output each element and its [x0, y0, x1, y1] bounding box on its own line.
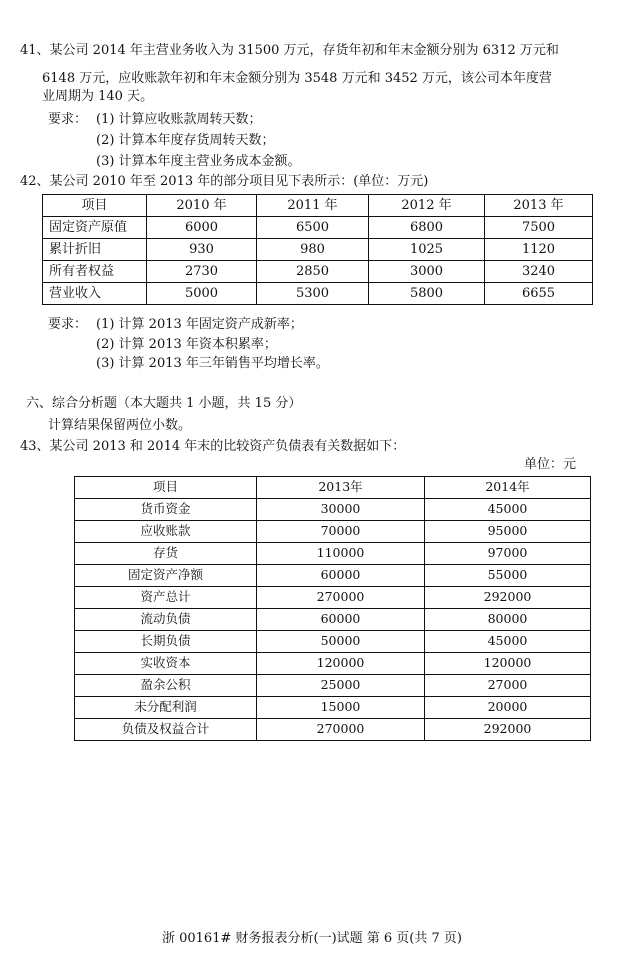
- table-header-cell: 项目: [75, 477, 257, 499]
- table-header-row: [75, 477, 591, 499]
- table-cell: 累计折旧: [43, 239, 147, 261]
- table-cell: 25000: [257, 675, 425, 697]
- table-header-cell: 2011 年: [257, 195, 369, 217]
- table-row: [75, 499, 591, 521]
- table-cell: 270000: [257, 587, 425, 609]
- table-cell: 70000: [257, 521, 425, 543]
- table-cell: 5300: [257, 283, 369, 305]
- q43-balance-sheet-table: [74, 476, 591, 741]
- q43-intro: 43、某公司 2013 和 2014 年末的比较资产负债表有关数据如下：: [20, 439, 406, 454]
- table-row: [75, 675, 591, 697]
- page-footer: 浙 00161# 财务报表分析(一)试题 第 6 页(共 7 页): [161, 931, 462, 946]
- table-cell: 45000: [425, 499, 591, 521]
- table-cell: 97000: [425, 543, 591, 565]
- table-cell: 7500: [485, 217, 593, 239]
- table-row: [75, 587, 591, 609]
- table-row: [43, 239, 593, 261]
- table-row: [43, 261, 593, 283]
- table-cell: 1025: [369, 239, 485, 261]
- table-cell: 存货: [75, 543, 257, 565]
- table-cell: 2850: [257, 261, 369, 283]
- table-cell: 固定资产原值: [43, 217, 147, 239]
- table-cell: 27000: [425, 675, 591, 697]
- table-cell: 1120: [485, 239, 593, 261]
- table-cell: 6655: [485, 283, 593, 305]
- table-header-cell: 2014年: [425, 477, 591, 499]
- table-cell: 270000: [257, 719, 425, 741]
- table-cell: 50000: [257, 631, 425, 653]
- table-row: [75, 543, 591, 565]
- table-cell: 980: [257, 239, 369, 261]
- table-cell: 负债及权益合计: [75, 719, 257, 741]
- table-cell: 930: [147, 239, 257, 261]
- table-header-cell: 2010 年: [147, 195, 257, 217]
- table-cell: 5800: [369, 283, 485, 305]
- table-cell: 长期负债: [75, 631, 257, 653]
- table-row: [75, 631, 591, 653]
- q42-requirement-2: (2) 计算 2013 年资本积累率；: [96, 337, 277, 352]
- q42-intro: 42、某公司 2010 年至 2013 年的部分项目见下表所示：(单位：万元): [20, 174, 429, 189]
- table-cell: 应收账款: [75, 521, 257, 543]
- table-cell: 5000: [147, 283, 257, 305]
- table-row: [75, 653, 591, 675]
- table-header-cell: 项目: [43, 195, 147, 217]
- table-row: [75, 565, 591, 587]
- table-cell: 60000: [257, 609, 425, 631]
- table-cell: 3240: [485, 261, 593, 283]
- table-header-cell: 2013年: [257, 477, 425, 499]
- table-cell: 6500: [257, 217, 369, 239]
- section-6-note: 计算结果保留两位小数。: [48, 418, 192, 433]
- table-cell: 55000: [425, 565, 591, 587]
- table-cell: 3000: [369, 261, 485, 283]
- table-cell: 60000: [257, 565, 425, 587]
- table-cell: 资产总计: [75, 587, 257, 609]
- q41-line-3: 业周期为 140 天。: [42, 89, 154, 104]
- q43-unit-label: 单位：元: [524, 457, 577, 472]
- table-cell: 120000: [425, 653, 591, 675]
- q41-requirement-1: (1) 计算应收账款周转天数；: [96, 112, 262, 127]
- table-cell: 2730: [147, 261, 257, 283]
- q41-requirement-2: (2) 计算本年度存货周转天数；: [96, 133, 275, 148]
- table-cell: 营业收入: [43, 283, 147, 305]
- table-cell: 45000: [425, 631, 591, 653]
- table-row: [75, 521, 591, 543]
- q42-requirement-label: 要求：: [48, 317, 88, 332]
- table-cell: 292000: [425, 587, 591, 609]
- q41-requirement-3: (3) 计算本年度主营业务成本金额。: [96, 154, 301, 169]
- table-cell: 95000: [425, 521, 591, 543]
- table-cell: 80000: [425, 609, 591, 631]
- table-cell: 盈余公积: [75, 675, 257, 697]
- table-cell: 货币资金: [75, 499, 257, 521]
- table-row: [75, 697, 591, 719]
- table-header-cell: 2012 年: [369, 195, 485, 217]
- table-cell: 292000: [425, 719, 591, 741]
- table-cell: 固定资产净额: [75, 565, 257, 587]
- q41-line-2: 6148 万元，应收账款年初和年末金额分别为 3548 万元和 3452 万元，该公司本年度营: [42, 71, 552, 86]
- table-cell: 20000: [425, 697, 591, 719]
- table-header-row: [43, 195, 593, 217]
- table-cell: 30000: [257, 499, 425, 521]
- table-row: [43, 217, 593, 239]
- table-cell: 所有者权益: [43, 261, 147, 283]
- table-row: [43, 283, 593, 305]
- table-cell: 流动负债: [75, 609, 257, 631]
- table-row: [75, 609, 591, 631]
- table-cell: 6000: [147, 217, 257, 239]
- q41-line-1: 41、某公司 2014 年主营业务收入为 31500 万元，存货年初和年末金额分别为 6312 万元和: [20, 43, 559, 58]
- table-cell: 120000: [257, 653, 425, 675]
- table-cell: 15000: [257, 697, 425, 719]
- q42-data-table: [42, 194, 593, 305]
- q41-requirement-label: 要求：: [48, 112, 88, 127]
- q42-requirement-1: (1) 计算 2013 年固定资产成新率；: [96, 317, 303, 332]
- table-header-cell: 2013 年: [485, 195, 593, 217]
- section-6-title: 六、综合分析题（本大题共 1 小题，共 15 分）: [26, 396, 302, 411]
- table-cell: 110000: [257, 543, 425, 565]
- table-cell: 实收资本: [75, 653, 257, 675]
- q42-requirement-3: (3) 计算 2013 年三年销售平均增长率。: [96, 356, 329, 371]
- table-row: [75, 719, 591, 741]
- table-cell: 未分配利润: [75, 697, 257, 719]
- table-cell: 6800: [369, 217, 485, 239]
